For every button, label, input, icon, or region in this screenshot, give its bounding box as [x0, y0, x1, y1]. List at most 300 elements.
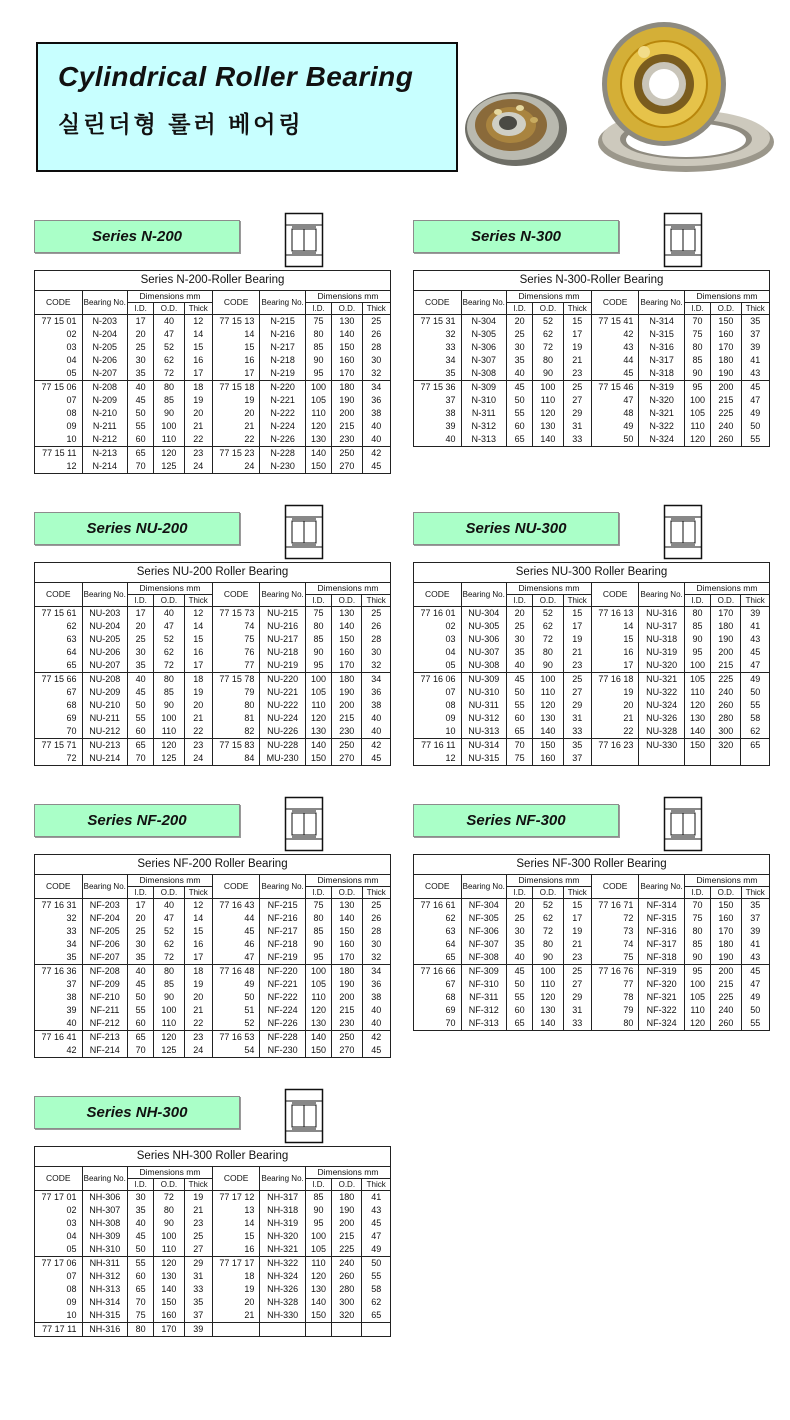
id-cell: 130 [305, 433, 331, 447]
table-row [414, 394, 770, 407]
id-cell: 50 [127, 699, 153, 712]
od-cell: 52 [154, 341, 184, 354]
table-row [414, 381, 770, 395]
table-title-row [414, 563, 770, 583]
od-cell: 180 [711, 354, 741, 367]
dimensions-header: Dimensions mm [127, 583, 212, 595]
bearing-no-cell: N-314 [639, 315, 684, 329]
od-cell: 47 [154, 912, 184, 925]
bearing-no-cell: NF-308 [461, 951, 506, 965]
thick-cell: 21 [184, 1204, 212, 1217]
id-cell: 30 [128, 938, 154, 951]
code-cell: 77 16 01 [414, 607, 462, 621]
table-row [35, 1191, 391, 1205]
od-cell: 150 [332, 633, 362, 646]
id-cell: 30 [507, 341, 533, 354]
od-cell: 180 [332, 965, 362, 979]
bearing-no-cell: NF-212 [82, 1017, 127, 1031]
section-header [34, 212, 391, 270]
od-cell: 200 [711, 381, 741, 395]
bearing-cross-section-icon [663, 796, 703, 852]
id-cell: 150 [305, 1309, 331, 1323]
id-cell: 55 [507, 991, 533, 1004]
dimensions-header: Dimensions mm [305, 1167, 390, 1179]
thick-header: Thick [362, 303, 390, 315]
brass-cage-cylindrical-bearing-photo [576, 18, 778, 178]
bearing-no-cell: NF-320 [639, 978, 684, 991]
thick-cell: 62 [741, 725, 770, 739]
table-row [414, 673, 770, 687]
id-cell: 90 [305, 1204, 331, 1217]
bearing-no-cell: N-203 [82, 315, 127, 329]
thick-cell: 39 [741, 607, 770, 621]
thick-cell: 15 [563, 315, 591, 329]
id-cell: 90 [684, 633, 710, 646]
table-title: Series NU-200 Roller Bearing [35, 563, 391, 583]
thick-cell: 55 [362, 1270, 391, 1283]
od-cell: 260 [711, 433, 741, 447]
thick-header: Thick [362, 595, 391, 607]
bearing-no-cell: NU-326 [639, 712, 684, 725]
code-header: CODE [591, 291, 639, 315]
code-cell: 77 15 01 [35, 315, 83, 329]
table-row [35, 646, 391, 659]
id-cell: 17 [128, 315, 154, 329]
code-cell: 42 [35, 1044, 83, 1058]
id-cell: 100 [305, 381, 331, 395]
od-cell: 90 [533, 951, 563, 965]
dimensions-header: Dimensions mm [305, 875, 390, 887]
bearing-no-cell: N-205 [82, 341, 127, 354]
id-cell: 35 [127, 659, 153, 673]
table-title-row [414, 271, 770, 291]
code-cell [212, 1323, 260, 1337]
id-cell: 90 [305, 938, 331, 951]
page-title: Cylindrical Roller Bearing [58, 61, 414, 92]
table-row [414, 752, 770, 766]
id-header: I.D. [128, 303, 154, 315]
code-cell: 22 [591, 725, 639, 739]
code-header: CODE [212, 583, 260, 607]
code-cell: 33 [35, 925, 83, 938]
thick-cell: 33 [563, 433, 591, 447]
code-cell: 77 15 78 [212, 673, 260, 687]
bearing-no-cell: NU-330 [639, 739, 684, 753]
od-cell: 150 [711, 899, 741, 913]
od-cell: 120 [533, 699, 563, 712]
id-cell: 90 [305, 354, 331, 367]
id-cell: 35 [507, 938, 533, 951]
code-cell: 04 [414, 646, 462, 659]
id-cell: 50 [507, 978, 533, 991]
bearing-no-cell: NF-226 [260, 1017, 305, 1031]
id-cell: 65 [507, 433, 533, 447]
code-cell: 70 [35, 725, 83, 739]
series-label [413, 804, 619, 837]
od-cell: 120 [533, 407, 563, 420]
id-cell: 70 [684, 315, 710, 329]
od-cell: 160 [332, 938, 362, 951]
id-cell: 30 [507, 925, 533, 938]
bearing-no-cell: N-307 [461, 354, 506, 367]
id-header: I.D. [127, 1179, 153, 1191]
id-cell: 75 [305, 315, 331, 329]
code-cell: 45 [591, 367, 639, 381]
table-title: Series NF-200 Roller Bearing [35, 855, 391, 875]
id-cell: 60 [128, 1017, 154, 1031]
bearing-no-cell: NU-307 [461, 646, 506, 659]
od-cell: 270 [332, 752, 362, 766]
od-cell: 90 [154, 699, 184, 712]
code-cell: 50 [591, 433, 639, 447]
od-cell: 125 [154, 1044, 184, 1058]
od-header: O.D. [154, 595, 184, 607]
code-cell [591, 752, 639, 766]
od-cell: 62 [533, 328, 563, 341]
bearing-no-cell: N-316 [639, 341, 684, 354]
od-header: O.D. [332, 595, 362, 607]
bearing-no-cell: NU-210 [82, 699, 127, 712]
table-title: Series NH-300 Roller Bearing [35, 1147, 391, 1167]
id-cell: 20 [507, 315, 533, 329]
od-cell: 120 [154, 1031, 184, 1045]
od-cell: 72 [154, 659, 184, 673]
od-cell [711, 752, 741, 766]
bearing-no-cell: NF-217 [260, 925, 305, 938]
od-cell: 320 [332, 1309, 362, 1323]
dimensions-header: Dimensions mm [506, 583, 591, 595]
code-cell: 77 16 43 [212, 899, 260, 913]
section-header [34, 796, 391, 854]
bearing-no-cell: NU-222 [260, 699, 305, 712]
code-header: CODE [35, 583, 83, 607]
bearing-cross-section-icon [284, 796, 324, 852]
bearing-no-cell: NF-312 [461, 1004, 506, 1017]
thick-cell: 40 [362, 1017, 390, 1031]
id-cell: 20 [128, 328, 154, 341]
id-header: I.D. [127, 595, 153, 607]
code-cell: 77 15 23 [212, 447, 260, 461]
od-header: O.D. [711, 595, 741, 607]
thick-cell: 40 [362, 1004, 390, 1017]
od-header: O.D. [711, 887, 741, 899]
thick-cell: 21 [184, 420, 212, 433]
od-cell: 190 [711, 633, 741, 646]
bearing-no-cell: N-311 [461, 407, 506, 420]
code-cell: 08 [35, 407, 83, 420]
series-label [34, 804, 240, 837]
od-cell: 90 [533, 367, 563, 381]
bearing-no-cell: NU-221 [260, 686, 305, 699]
code-cell: 77 16 66 [414, 965, 462, 979]
thick-cell: 22 [184, 1017, 212, 1031]
bearing-no-cell: NU-219 [260, 659, 305, 673]
table-row [35, 1257, 391, 1271]
thick-cell: 28 [362, 925, 390, 938]
bearing-no-header: Bearing No. [461, 875, 506, 899]
bearing-no-cell: N-226 [260, 433, 305, 447]
series-label-text: Series N-200 [91, 228, 183, 245]
thick-cell: 21 [184, 1004, 212, 1017]
thick-cell: 40 [362, 420, 390, 433]
bearing-no-cell: NU-317 [639, 620, 684, 633]
thick-cell: 65 [362, 1309, 391, 1323]
id-header: I.D. [507, 887, 533, 899]
table-row [414, 739, 770, 753]
id-cell [305, 1323, 331, 1337]
bearing-no-header: Bearing No. [260, 291, 305, 315]
code-cell: 10 [414, 725, 462, 739]
od-header: O.D. [533, 303, 563, 315]
thick-cell: 30 [362, 938, 390, 951]
bearing-no-cell: NU-204 [82, 620, 127, 633]
section-header [413, 504, 770, 562]
id-cell: 110 [684, 686, 710, 699]
id-cell: 90 [684, 951, 710, 965]
section-row [34, 1088, 770, 1337]
thick-cell: 24 [184, 460, 212, 474]
od-cell: 230 [332, 433, 362, 447]
bearing-table [34, 854, 391, 1058]
thick-cell: 35 [563, 739, 591, 753]
bearing-no-cell: NU-211 [82, 712, 127, 725]
od-cell: 110 [154, 433, 184, 447]
table-row [35, 965, 391, 979]
id-cell: 150 [305, 460, 331, 474]
bearing-cross-section-icon [663, 504, 703, 560]
thick-cell: 21 [563, 646, 591, 659]
od-header: O.D. [332, 1179, 362, 1191]
od-cell: 150 [154, 1296, 184, 1309]
id-cell: 30 [127, 1191, 153, 1205]
thick-cell: 41 [741, 620, 770, 633]
table-row [414, 725, 770, 739]
bearing-no-cell: NF-214 [82, 1044, 127, 1058]
thick-cell: 49 [741, 407, 769, 420]
bearing-no-header: Bearing No. [82, 875, 127, 899]
od-cell: 90 [154, 991, 184, 1004]
code-header: CODE [591, 583, 639, 607]
od-cell: 72 [533, 633, 563, 646]
code-cell: 09 [35, 420, 83, 433]
id-cell: 140 [305, 1296, 331, 1309]
series-label-text: Series N-300 [470, 228, 562, 245]
od-cell: 125 [154, 460, 184, 474]
bearing-no-cell: NU-220 [260, 673, 305, 687]
bearing-no-cell: N-228 [260, 447, 305, 461]
od-cell: 215 [332, 712, 362, 725]
table-row [35, 925, 391, 938]
section-series-nu-300 [413, 504, 770, 766]
bearing-no-cell: NF-215 [260, 899, 305, 913]
od-cell: 170 [154, 1323, 184, 1337]
code-cell: 77 15 71 [35, 739, 83, 753]
table-row [414, 633, 770, 646]
dimensions-header: Dimensions mm [507, 875, 592, 887]
bearing-no-cell: NF-310 [461, 978, 506, 991]
bearing-no-cell: N-219 [260, 367, 305, 381]
code-cell: 73 [591, 925, 639, 938]
bearing-no-cell: NH-319 [260, 1217, 305, 1230]
id-cell: 45 [127, 1230, 153, 1243]
table-row [35, 1031, 391, 1045]
bearing-no-cell: N-313 [461, 433, 506, 447]
bearing-no-cell: NF-203 [82, 899, 127, 913]
section-row [34, 504, 770, 766]
od-cell: 130 [154, 1270, 184, 1283]
thick-cell: 23 [184, 739, 212, 753]
code-cell: 20 [212, 407, 260, 420]
id-cell: 65 [128, 447, 154, 461]
thick-cell: 47 [362, 1230, 391, 1243]
thick-header: Thick [563, 887, 591, 899]
id-cell: 85 [684, 938, 710, 951]
thick-cell: 40 [362, 725, 391, 739]
bearing-no-cell: NU-310 [461, 686, 506, 699]
id-cell: 105 [305, 686, 331, 699]
thick-cell: 20 [184, 407, 212, 420]
id-cell: 35 [507, 354, 533, 367]
thick-cell: 34 [362, 381, 390, 395]
bearing-no-cell: NU-208 [82, 673, 127, 687]
od-cell: 250 [332, 1031, 362, 1045]
od-cell: 170 [711, 607, 741, 621]
thick-cell: 26 [362, 620, 391, 633]
thick-cell: 55 [741, 1017, 769, 1031]
table-row [35, 951, 391, 965]
thick-cell: 23 [184, 447, 212, 461]
bearing-no-cell: N-304 [461, 315, 506, 329]
code-cell: 77 15 61 [35, 607, 83, 621]
id-cell: 105 [684, 991, 710, 1004]
thick-cell: 50 [741, 1004, 769, 1017]
code-cell: 75 [212, 633, 260, 646]
id-cell: 45 [128, 394, 154, 407]
od-cell: 80 [533, 354, 563, 367]
code-cell: 38 [35, 991, 83, 1004]
od-cell: 170 [332, 951, 362, 965]
id-cell: 80 [684, 925, 710, 938]
table-row [35, 1230, 391, 1243]
od-cell: 40 [154, 607, 184, 621]
od-cell: 85 [154, 394, 184, 407]
bearing-no-cell: N-209 [82, 394, 127, 407]
bearing-no-cell: NF-224 [260, 1004, 305, 1017]
id-cell: 70 [127, 752, 153, 766]
table-row [414, 1004, 770, 1017]
thick-cell: 24 [184, 752, 212, 766]
thick-cell: 27 [563, 978, 591, 991]
table-row [35, 1044, 391, 1058]
bearing-no-header: Bearing No. [639, 583, 684, 607]
code-cell: 14 [591, 620, 639, 633]
id-cell: 55 [128, 1004, 154, 1017]
table-header-row [414, 583, 770, 595]
bearing-no-cell: NF-319 [639, 965, 684, 979]
bearing-no-cell: NF-314 [639, 899, 684, 913]
code-cell: 68 [35, 699, 83, 712]
thick-header: Thick [563, 595, 591, 607]
bearing-no-cell: NU-316 [639, 607, 684, 621]
bearing-no-cell: NF-206 [82, 938, 127, 951]
thick-cell: 35 [184, 1296, 212, 1309]
series-label-text: Series NU-200 [86, 520, 188, 537]
thick-cell: 36 [362, 394, 390, 407]
code-cell: 77 15 46 [591, 381, 639, 395]
thick-cell: 25 [563, 381, 591, 395]
code-cell: 22 [212, 433, 260, 447]
bearing-no-cell: NF-321 [639, 991, 684, 1004]
od-cell: 215 [711, 659, 741, 673]
table-row [35, 354, 391, 367]
bearing-no-cell: NU-212 [82, 725, 127, 739]
thick-cell: 17 [563, 620, 591, 633]
od-cell: 140 [332, 620, 362, 633]
table-row [414, 433, 770, 447]
code-cell: 77 15 36 [414, 381, 462, 395]
bearing-no-cell: NU-320 [639, 659, 684, 673]
series-label [413, 512, 619, 545]
bearing-table [413, 854, 770, 1031]
id-cell: 30 [128, 354, 154, 367]
od-cell: 47 [154, 620, 184, 633]
bearing-no-cell: NH-313 [82, 1283, 127, 1296]
od-cell: 320 [711, 739, 741, 753]
dimensions-header: Dimensions mm [127, 1167, 212, 1179]
od-cell: 100 [154, 712, 184, 725]
id-cell: 50 [506, 686, 532, 699]
thick-cell: 50 [362, 1257, 391, 1271]
bearing-no-cell: NU-304 [461, 607, 506, 621]
id-cell: 45 [507, 381, 533, 395]
bearing-cross-section-icon [663, 212, 703, 268]
bearing-no-cell: NH-315 [82, 1309, 127, 1323]
code-cell: 77 15 66 [35, 673, 83, 687]
thick-cell: 12 [184, 315, 212, 329]
od-cell: 225 [711, 673, 741, 687]
bearing-no-cell: NF-222 [260, 991, 305, 1004]
bearing-no-cell: NH-310 [82, 1243, 127, 1257]
thick-cell: 50 [741, 686, 770, 699]
id-cell: 70 [128, 1044, 154, 1058]
bearing-no-cell: NF-311 [461, 991, 506, 1004]
id-cell: 65 [127, 739, 153, 753]
table-row [35, 686, 391, 699]
id-cell: 150 [305, 752, 331, 766]
header-box [36, 42, 458, 172]
section-row [34, 212, 770, 474]
code-cell: 81 [212, 712, 260, 725]
od-cell: 150 [332, 341, 362, 354]
od-cell: 140 [533, 1017, 563, 1031]
table-row [35, 407, 391, 420]
table-row [35, 315, 391, 329]
od-cell: 85 [154, 978, 184, 991]
id-cell: 85 [305, 633, 331, 646]
dimensions-header: Dimensions mm [128, 875, 213, 887]
series-label-text: Series NF-200 [87, 812, 187, 829]
thick-cell: 33 [563, 1017, 591, 1031]
thick-cell: 37 [184, 1309, 212, 1323]
od-cell: 140 [332, 328, 362, 341]
table-title: Series NU-300 Roller Bearing [414, 563, 770, 583]
code-cell: 16 [212, 1243, 260, 1257]
id-cell: 40 [507, 951, 533, 965]
code-cell: 65 [414, 951, 462, 965]
dimensions-header: Dimensions mm [128, 291, 213, 303]
thick-cell: 45 [362, 1044, 390, 1058]
thick-cell: 43 [362, 1204, 391, 1217]
